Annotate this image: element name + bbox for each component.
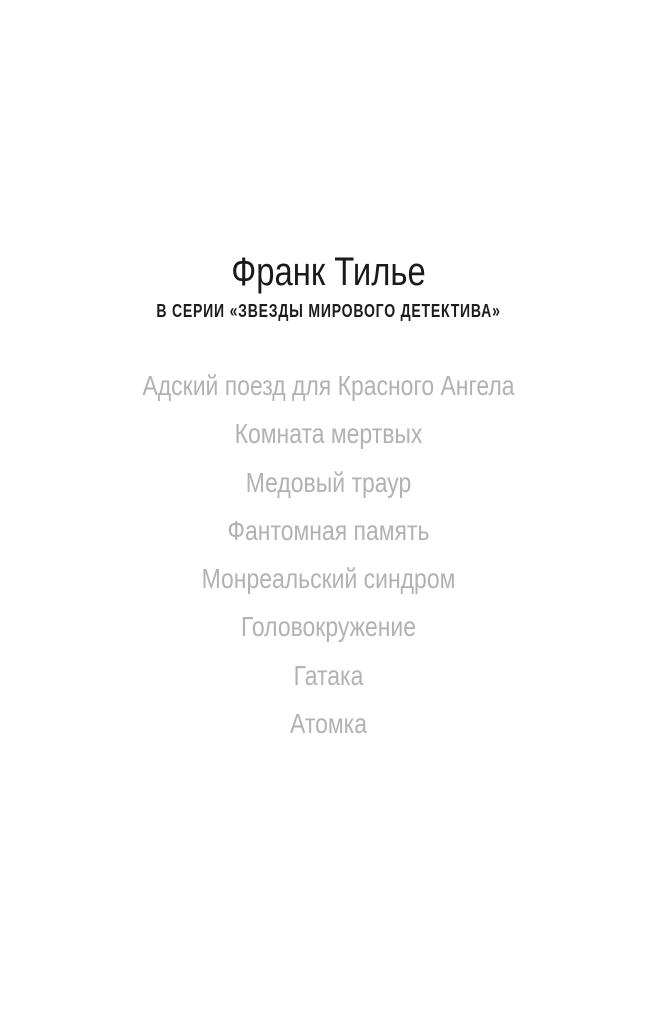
book-title: Головокружение	[241, 611, 416, 643]
book-title: Монреальский синдром	[201, 563, 456, 595]
book-title: Атомка	[290, 708, 367, 740]
book-title: Адский поезд для Красного Ангела	[142, 370, 515, 401]
series-heading: В СЕРИИ «ЗВЕЗДЫ МИРОВОГО ДЕТЕКТИВА»	[156, 301, 501, 321]
author-name: Франк Тилье	[231, 250, 426, 294]
book-title-list	[0, 362, 657, 748]
book-title: Медовый траур	[245, 466, 412, 498]
book-title: Фантомная память	[227, 514, 430, 546]
book-title: Комната мертвых	[234, 418, 423, 450]
book-title: Гатака	[293, 659, 364, 691]
